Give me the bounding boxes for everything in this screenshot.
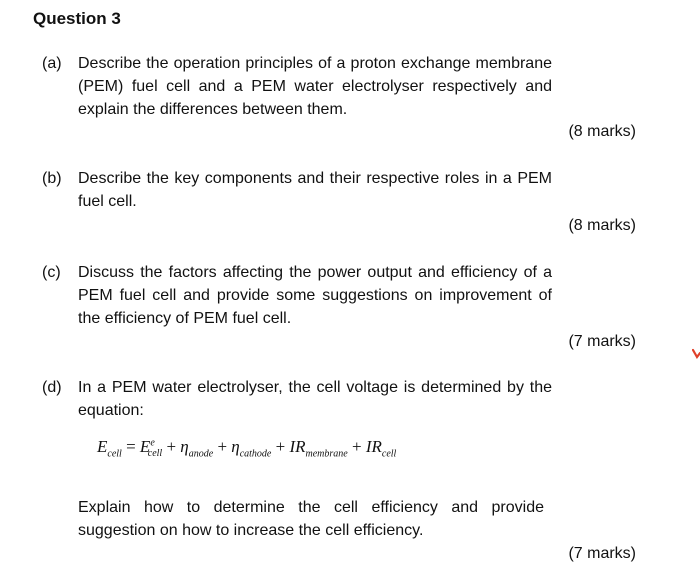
eq-term: η — [231, 437, 240, 456]
eq-sub: cell — [381, 448, 397, 460]
eq-term: η — [180, 437, 189, 456]
marks-label: (8 marks) — [568, 123, 636, 140]
eq-op: + — [162, 437, 181, 456]
eq-term: IR — [289, 437, 306, 456]
cell-voltage-equation — [97, 437, 396, 459]
part-text: Describe the operation principles of a proton exchange membrane (PEM) fuel cell and a PEM water electrolyser respectively and explain the differences between them. — [78, 55, 552, 118]
eq-term: IR — [365, 437, 382, 456]
eq-sup: e — [150, 437, 155, 449]
eq-op: + — [271, 437, 290, 456]
question-part-c — [42, 261, 552, 330]
eq-op: + — [213, 437, 232, 456]
part-d-followup: Explain how to determine the cell efficiency and provide suggestion on how to increase the cell efficiency. — [78, 499, 544, 539]
eq-sub: anode — [188, 448, 214, 460]
question-part-d — [42, 376, 552, 422]
eq-sub: cell — [147, 448, 163, 460]
part-label: (d) — [42, 379, 62, 396]
part-text: Describe the key components and their respective roles in a PEM fuel cell. — [78, 170, 552, 210]
marks-label: (7 marks) — [568, 545, 636, 562]
eq-op: + — [347, 437, 366, 456]
eq-term: E — [97, 437, 108, 456]
question-title: Question 3 — [33, 9, 121, 28]
part-text: Discuss the factors affecting the power output and efficiency of a PEM fuel cell and provide some suggestions on improvement of the efficiency of PEM fuel cell. — [78, 264, 552, 327]
part-label: (b) — [42, 170, 62, 187]
part-label: (c) — [42, 264, 61, 281]
eq-op: = — [121, 437, 140, 456]
red-mark-icon — [692, 348, 700, 362]
marks-label: (8 marks) — [568, 217, 636, 234]
eq-sub: membrane — [305, 448, 348, 460]
question-part-b — [42, 167, 552, 213]
eq-sub: cathode — [239, 448, 272, 460]
part-label: (a) — [42, 55, 62, 72]
marks-label: (7 marks) — [568, 333, 636, 350]
eq-sub: cell — [107, 448, 122, 460]
eq-term: E — [139, 437, 151, 456]
part-text: In a PEM water electrolyser, the cell voltage is determined by the equation: — [78, 379, 552, 419]
question-part-a — [42, 52, 552, 121]
